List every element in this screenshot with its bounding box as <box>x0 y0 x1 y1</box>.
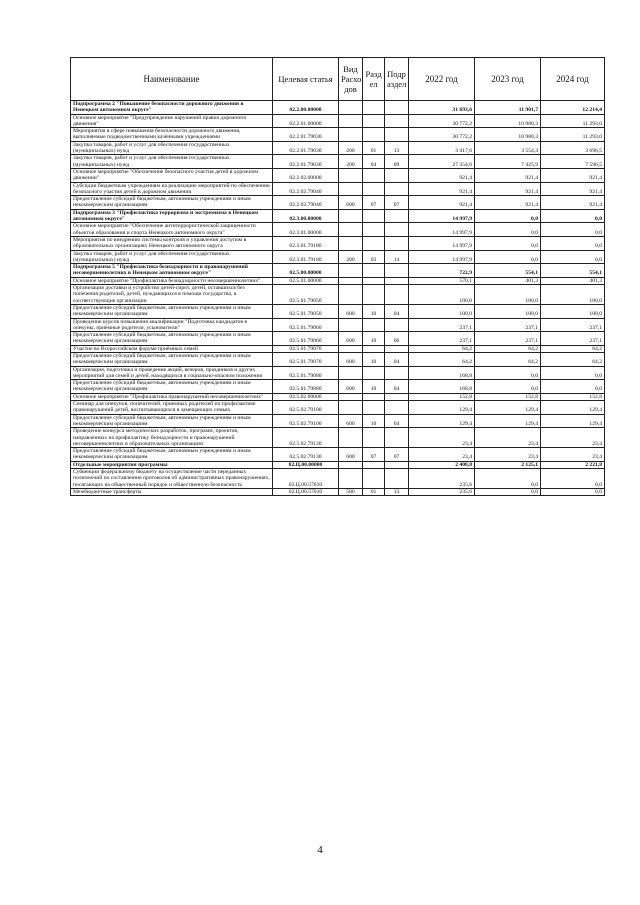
cell-rz <box>363 114 385 128</box>
cell-vr <box>339 236 363 250</box>
cell-2024: 129,4 <box>541 414 605 428</box>
cell-2023: 129,4 <box>475 401 541 415</box>
table-row <box>71 461 605 468</box>
cell-target: 02.5.01.79050 <box>273 304 339 318</box>
cell-2022: 722,9 <box>409 264 475 278</box>
cell-target: 02.3.01.79180 <box>273 236 339 250</box>
table-row <box>71 448 605 462</box>
cell-2022: 235,6 <box>409 469 475 489</box>
cell-rz: 03 <box>363 250 385 264</box>
cell-rz: 10 <box>363 352 385 366</box>
cell-rz <box>363 168 385 182</box>
cell-target: 02.Ц.00.00000 <box>273 461 339 468</box>
cell-name: Основное мероприятие "Обеспечение антитеррористической защищенности объектов образования и спорта Ненецкого автономного округа" <box>71 223 273 237</box>
cell-2023: 0,0 <box>475 209 541 223</box>
cell-rz <box>363 345 385 352</box>
table-body <box>71 101 605 496</box>
cell-vr <box>339 114 363 128</box>
cell-target: 02.5.02.00000 <box>273 393 339 400</box>
cell-2022: 100,0 <box>409 304 475 318</box>
table-row <box>71 236 605 250</box>
cell-target: 02.2.02.00000 <box>273 168 339 182</box>
cell-rz <box>363 128 385 142</box>
cell-2022: 921,4 <box>409 196 475 210</box>
cell-vr <box>339 285 363 305</box>
table-row <box>71 366 605 380</box>
table-row <box>71 155 605 169</box>
cell-vr <box>339 168 363 182</box>
cell-vr <box>339 461 363 468</box>
header-2022: 2022 год <box>409 58 475 101</box>
cell-vr <box>339 264 363 278</box>
cell-pr <box>385 428 409 448</box>
cell-target: 02.5.02.79100 <box>273 401 339 415</box>
cell-2023: 23,4 <box>475 448 541 462</box>
cell-2024: 921,4 <box>541 196 605 210</box>
cell-2024: 0,0 <box>541 380 605 394</box>
cell-2022: 14 997,9 <box>409 250 475 264</box>
cell-2022: 64,2 <box>409 352 475 366</box>
cell-2022: 129,4 <box>409 401 475 415</box>
cell-2024: 11 293,0 <box>541 128 605 142</box>
cell-pr <box>385 277 409 284</box>
cell-name: Организация, подготовка и проведение акций, вечеров, праздников и других мероприятий для семей и детей, находящихся в социально-опасном положении <box>71 366 273 380</box>
cell-2023: 0,0 <box>475 469 541 489</box>
cell-2024: 237,1 <box>541 318 605 332</box>
cell-2024: 554,1 <box>541 264 605 278</box>
cell-vr <box>339 223 363 237</box>
cell-vr: 500 <box>339 488 363 495</box>
cell-pr: 04 <box>385 352 409 366</box>
cell-pr <box>385 345 409 352</box>
cell-name: Основное мероприятие "Профилактика правонарушений несовершеннолетних" <box>71 393 273 400</box>
table-row <box>71 196 605 210</box>
table-row <box>71 250 605 264</box>
cell-target: 02.3.01.79180 <box>273 250 339 264</box>
cell-target: 02.Ц.00.57010 <box>273 469 339 489</box>
cell-vr <box>339 428 363 448</box>
cell-name: Предоставление субсидий бюджетным, автономным учреждениям и иным некоммерческим организациям <box>71 414 273 428</box>
cell-vr <box>339 393 363 400</box>
cell-2022: 235,6 <box>409 488 475 495</box>
cell-2023: 0,0 <box>475 380 541 394</box>
table-row <box>71 469 605 489</box>
table-row <box>71 209 605 223</box>
cell-2024: 921,4 <box>541 168 605 182</box>
cell-name: Предоставление субсидий бюджетным, автономным учреждениям и иным некоммерческим организациям <box>71 380 273 394</box>
cell-pr: 06 <box>385 332 409 346</box>
cell-2023: 0,0 <box>475 250 541 264</box>
cell-name: Подпрограмма 5 "Профилактика безнадзорности и правонарушений несовершеннолетних в Ненецком автономном округе" <box>71 264 273 278</box>
cell-rz <box>363 318 385 332</box>
cell-target: 02.2.01.79030 <box>273 128 339 142</box>
cell-vr <box>339 401 363 415</box>
cell-2023: 64,2 <box>475 352 541 366</box>
cell-target: 02.Ц.00.57010 <box>273 488 339 495</box>
cell-name: Закупка товаров, работ и услуг для обеспечения государственных (муниципальных) нужд <box>71 141 273 155</box>
cell-name: Проведение конкурса методических разработок, программ, проектов, направленных на профилактику безнадзорности и правонарушений несовершеннолетних в образовательных организациях <box>71 428 273 448</box>
cell-vr <box>339 209 363 223</box>
cell-2023: 921,4 <box>475 182 541 196</box>
cell-2024: 23,4 <box>541 448 605 462</box>
cell-pr <box>385 393 409 400</box>
cell-rz <box>363 401 385 415</box>
budget-table-container <box>70 57 604 496</box>
cell-vr <box>339 366 363 380</box>
cell-2024: 100,0 <box>541 285 605 305</box>
cell-pr <box>385 461 409 468</box>
cell-name: Предоставление субсидий бюджетным, автономным учреждениям и иным некоммерческим организациям <box>71 196 273 210</box>
cell-pr: 04 <box>385 414 409 428</box>
table-row <box>71 304 605 318</box>
cell-pr <box>385 101 409 115</box>
cell-2024: 152,8 <box>541 393 605 400</box>
cell-2024: 100,0 <box>541 304 605 318</box>
cell-vr <box>339 101 363 115</box>
cell-2022: 14 997,9 <box>409 236 475 250</box>
cell-2022: 129,4 <box>409 414 475 428</box>
cell-pr: 07 <box>385 196 409 210</box>
cell-vr <box>339 182 363 196</box>
cell-rz: 01 <box>363 141 385 155</box>
cell-2023: 237,1 <box>475 318 541 332</box>
cell-rz: 04 <box>363 155 385 169</box>
cell-pr <box>385 469 409 489</box>
cell-2023: 401,3 <box>475 277 541 284</box>
header-2024: 2024 год <box>541 58 605 101</box>
cell-target: 02.5.02.79100 <box>273 414 339 428</box>
table-row <box>71 318 605 332</box>
cell-2024: 921,4 <box>541 182 605 196</box>
cell-rz <box>363 285 385 305</box>
cell-target: 02.5.02.79130 <box>273 428 339 448</box>
cell-2024: 0,0 <box>541 223 605 237</box>
cell-2024: 11 293,0 <box>541 114 605 128</box>
cell-2024: 0,0 <box>541 488 605 495</box>
cell-2023: 129,4 <box>475 414 541 428</box>
cell-target: 02.5.01.79080 <box>273 366 339 380</box>
cell-2023: 100,0 <box>475 285 541 305</box>
table-row <box>71 168 605 182</box>
cell-target: 02.3.00.00000 <box>273 209 339 223</box>
cell-name: Межбюджетные трансферты <box>71 488 273 495</box>
cell-2022: 921,4 <box>409 182 475 196</box>
cell-rz <box>363 223 385 237</box>
cell-2023: 10 980,3 <box>475 114 541 128</box>
cell-target: 02.5.01.79070 <box>273 345 339 352</box>
cell-2024: 0,0 <box>541 366 605 380</box>
cell-pr: 07 <box>385 448 409 462</box>
cell-2022: 237,1 <box>409 332 475 346</box>
cell-vr: 200 <box>339 250 363 264</box>
cell-pr <box>385 285 409 305</box>
table-row <box>71 182 605 196</box>
cell-2022: 100,0 <box>409 285 475 305</box>
cell-2022: 570,1 <box>409 277 475 284</box>
table-row <box>71 401 605 415</box>
table-row <box>71 114 605 128</box>
cell-target: 02.5.00.00000 <box>273 264 339 278</box>
cell-name: Отдельные мероприятия программы <box>71 461 273 468</box>
cell-rz <box>363 428 385 448</box>
cell-rz: 10 <box>363 380 385 394</box>
cell-pr <box>385 223 409 237</box>
table-row <box>71 223 605 237</box>
cell-pr <box>385 401 409 415</box>
table-row <box>71 414 605 428</box>
cell-pr: 09 <box>385 155 409 169</box>
header-pr: Подр аздел <box>385 58 409 101</box>
cell-vr: 600 <box>339 414 363 428</box>
cell-vr: 600 <box>339 196 363 210</box>
cell-name: Предоставление субсидий бюджетным, автономным учреждениям и иным некоммерческим организациям <box>71 304 273 318</box>
cell-name: Основное мероприятие "Обеспечение безопасного участия детей в дорожном движении" <box>71 168 273 182</box>
cell-target: 02.5.01.79060 <box>273 332 339 346</box>
cell-vr <box>339 277 363 284</box>
table-row <box>71 345 605 352</box>
cell-2023: 100,0 <box>475 304 541 318</box>
cell-pr <box>385 209 409 223</box>
cell-pr <box>385 236 409 250</box>
cell-2022: 152,8 <box>409 393 475 400</box>
cell-2022: 64,2 <box>409 345 475 352</box>
cell-2023: 64,2 <box>475 345 541 352</box>
cell-2023: 554,1 <box>475 264 541 278</box>
table-row <box>71 393 605 400</box>
cell-rz: 07 <box>363 196 385 210</box>
cell-rz: 10 <box>363 332 385 346</box>
cell-name: Мероприятия по внедрению системы контроля и управления доступом в образовательных организациях Ненецкого автономного округа <box>71 236 273 250</box>
cell-2023: 2 125,1 <box>475 461 541 468</box>
cell-2022: 23,4 <box>409 448 475 462</box>
cell-name: Предоставление субсидий бюджетным, автономным учреждениям и иным некоммерческим организациям <box>71 352 273 366</box>
cell-2023: 11 901,7 <box>475 101 541 115</box>
cell-target: 02.5.01.79080 <box>273 380 339 394</box>
table-row <box>71 264 605 278</box>
cell-2024: 7 596,5 <box>541 155 605 169</box>
table-header-row <box>71 58 605 101</box>
cell-pr: 14 <box>385 250 409 264</box>
cell-name: Семинар для опекунов, попечителей, приемных родителей по профилактике правонарушений детей, воспитывающихся в замещающих семьях <box>71 401 273 415</box>
cell-pr: 04 <box>385 304 409 318</box>
cell-2024: 0,0 <box>541 469 605 489</box>
cell-rz <box>363 461 385 468</box>
cell-2022: 31 693,6 <box>409 101 475 115</box>
cell-rz <box>363 236 385 250</box>
cell-2023: 0,0 <box>475 236 541 250</box>
cell-name: Подпрограмма 3 "Профилактика терроризма и экстремизма в Ненецком автономном округе" <box>71 209 273 223</box>
cell-vr <box>339 318 363 332</box>
cell-2024: 237,1 <box>541 332 605 346</box>
page-number: 4 <box>317 844 323 856</box>
cell-2023: 921,4 <box>475 196 541 210</box>
header-2023: 2023 год <box>475 58 541 101</box>
cell-target: 02.5.01.79050 <box>273 285 339 305</box>
cell-vr: 600 <box>339 332 363 346</box>
cell-2024: 0,0 <box>541 236 605 250</box>
cell-rz: 01 <box>363 488 385 495</box>
table-row <box>71 380 605 394</box>
cell-name: Предоставление субсидий бюджетным, автономным учреждениям и иным некоммерческим организациям <box>71 448 273 462</box>
cell-2024: 12 214,4 <box>541 101 605 115</box>
cell-2024: 23,4 <box>541 428 605 448</box>
cell-rz: 10 <box>363 304 385 318</box>
cell-rz <box>363 366 385 380</box>
cell-target: 02.2.00.00000 <box>273 101 339 115</box>
cell-vr: 200 <box>339 141 363 155</box>
cell-2024: 0,0 <box>541 209 605 223</box>
cell-2023: 10 980,3 <box>475 128 541 142</box>
cell-name: Подпрограмма 2 "Повышение безопасности дорожного движения в Ненецком автономном округе" <box>71 101 273 115</box>
cell-rz <box>363 277 385 284</box>
cell-target: 02.3.01.00000 <box>273 223 339 237</box>
cell-pr <box>385 168 409 182</box>
cell-vr: 600 <box>339 352 363 366</box>
cell-name: Участие во Всероссийском форуме приёмных семей <box>71 345 273 352</box>
cell-target: 02.2.02.79040 <box>273 196 339 210</box>
cell-2023: 0,0 <box>475 488 541 495</box>
cell-2023: 921,4 <box>475 168 541 182</box>
table-row <box>71 101 605 115</box>
budget-table <box>70 57 605 496</box>
cell-vr <box>339 469 363 489</box>
table-row <box>71 285 605 305</box>
table-row <box>71 352 605 366</box>
cell-pr <box>385 114 409 128</box>
cell-target: 02.2.01.00000 <box>273 114 339 128</box>
cell-rz <box>363 469 385 489</box>
cell-2023: 0,0 <box>475 223 541 237</box>
cell-target: 02.5.02.79130 <box>273 448 339 462</box>
cell-2022: 3 417,6 <box>409 141 475 155</box>
table-row <box>71 428 605 448</box>
cell-2023: 23,4 <box>475 428 541 448</box>
header-name: Наименование <box>71 58 273 101</box>
table-row <box>71 277 605 284</box>
header-target: Целевая статья <box>273 58 339 101</box>
cell-vr: 200 <box>339 155 363 169</box>
cell-name: Основное мероприятие "Предупреждение нарушений правил дорожного движения" <box>71 114 273 128</box>
cell-name: Субсидии бюджетным учреждениям на реализацию мероприятий по обеспечению безопасного участия детей в дорожном движении <box>71 182 273 196</box>
cell-2022: 30 772,2 <box>409 114 475 128</box>
cell-target: 02.5.01.79060 <box>273 318 339 332</box>
cell-2024: 64,2 <box>541 345 605 352</box>
cell-2022: 168,8 <box>409 366 475 380</box>
cell-target: 02.5.01.79070 <box>273 352 339 366</box>
cell-2024: 129,4 <box>541 401 605 415</box>
cell-rz <box>363 101 385 115</box>
table-row <box>71 141 605 155</box>
header-vr: Вид Расхо дов <box>339 58 363 101</box>
cell-2024: 64,2 <box>541 352 605 366</box>
cell-name: Предоставление субсидий бюджетным, автономным учреждениям и иным некоммерческим организациям <box>71 332 273 346</box>
cell-target: 02.2.01.79030 <box>273 141 339 155</box>
cell-name: Закупка товаров, работ и услуг для обеспечения государственных (муниципальных) нужд <box>71 250 273 264</box>
cell-pr <box>385 128 409 142</box>
cell-rz <box>363 209 385 223</box>
cell-2022: 30 772,2 <box>409 128 475 142</box>
cell-pr: 13 <box>385 141 409 155</box>
cell-rz <box>363 393 385 400</box>
table-row <box>71 332 605 346</box>
table-row <box>71 488 605 495</box>
cell-2024: 0,0 <box>541 250 605 264</box>
cell-name: Закупка товаров, работ и услуг для обеспечения государственных (муниципальных) нужд <box>71 155 273 169</box>
table-row <box>71 128 605 142</box>
cell-pr <box>385 264 409 278</box>
cell-pr: 04 <box>385 380 409 394</box>
cell-2023: 237,1 <box>475 332 541 346</box>
cell-name: Организация доставки и устройство детей-сирот, детей, оставшихся без попечения родителей, детей, нуждающихся в помощи государства, в соответствующие организации <box>71 285 273 305</box>
cell-pr: 13 <box>385 488 409 495</box>
cell-2023: 0,0 <box>475 366 541 380</box>
cell-2022: 168,8 <box>409 380 475 394</box>
cell-name: Мероприятия в сфере повышения безопасности дорожного движения, выполняемые подведомственными казёнными учреждениями <box>71 128 273 142</box>
cell-2024: 2 221,8 <box>541 461 605 468</box>
cell-2022: 237,1 <box>409 318 475 332</box>
cell-2022: 14 997,9 <box>409 223 475 237</box>
cell-pr <box>385 318 409 332</box>
cell-2022: 2 408,8 <box>409 461 475 468</box>
cell-2024: 3 696,5 <box>541 141 605 155</box>
cell-vr <box>339 345 363 352</box>
cell-2022: 27 354,6 <box>409 155 475 169</box>
cell-name: Субвенции федеральному бюджету на осуществление части переданных полномочий по составлению протоколов об административных правонарушениях, посягающих на общественный порядок и общественную безопасность <box>71 469 273 489</box>
cell-rz: 10 <box>363 414 385 428</box>
cell-2024: 401,3 <box>541 277 605 284</box>
cell-2022: 23,4 <box>409 428 475 448</box>
cell-rz: 07 <box>363 448 385 462</box>
cell-2022: 14 997,9 <box>409 209 475 223</box>
cell-target: 02.2.02.79040 <box>273 182 339 196</box>
cell-pr <box>385 182 409 196</box>
cell-2022: 921,4 <box>409 168 475 182</box>
cell-target: 02.2.01.79030 <box>273 155 339 169</box>
cell-vr <box>339 128 363 142</box>
cell-2023: 3 554,4 <box>475 141 541 155</box>
cell-rz <box>363 182 385 196</box>
cell-name: Основное мероприятие "Профилактика безнадзорности несовершеннолетних" <box>71 277 273 284</box>
cell-vr: 600 <box>339 448 363 462</box>
cell-rz <box>363 264 385 278</box>
cell-vr: 600 <box>339 304 363 318</box>
cell-2023: 152,8 <box>475 393 541 400</box>
cell-pr <box>385 366 409 380</box>
cell-2023: 7 425,9 <box>475 155 541 169</box>
cell-vr: 600 <box>339 380 363 394</box>
header-rz: Разд ел <box>363 58 385 101</box>
cell-target: 02.5.01.00000 <box>273 277 339 284</box>
cell-name: Проведение курсов повышения квалификации "Подготовка кандидатов в опекуны, приёмные родители, усыновители" <box>71 318 273 332</box>
